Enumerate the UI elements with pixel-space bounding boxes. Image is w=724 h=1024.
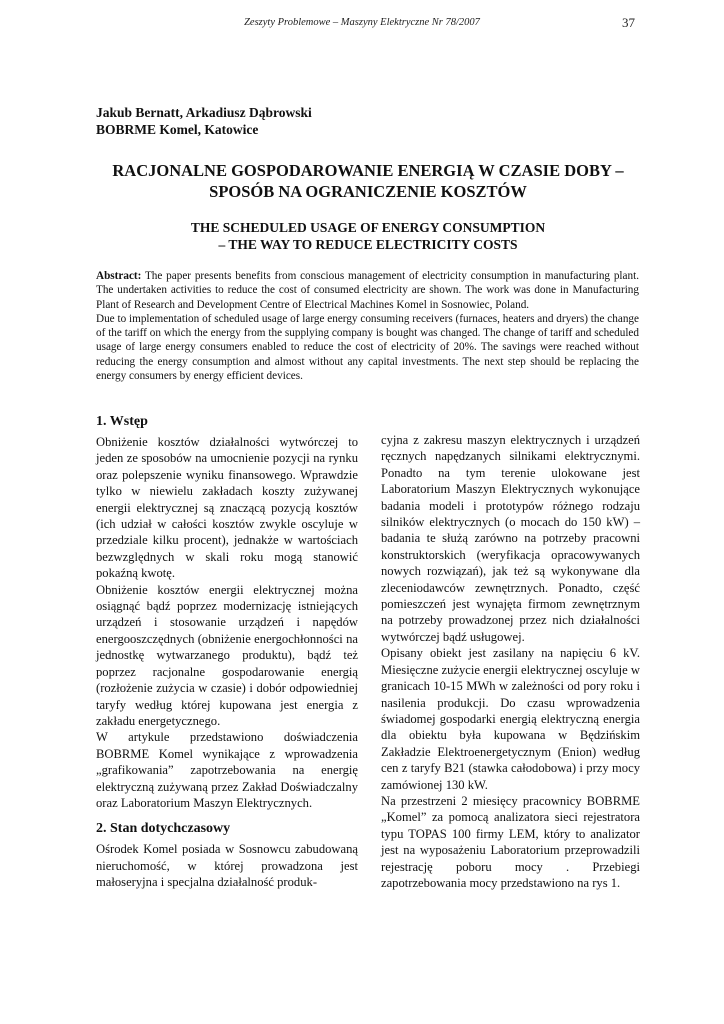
section-2-heading: 2. Stan dotychczasowy: [96, 821, 231, 837]
abstract: [96, 269, 639, 383]
abstract-paragraph-2: Due to implementation of scheduled usage of large energy consuming receivers (furnaces, heaters and dryers) the change of the tariff on which the energy from the supplying company is bought was changed. The change of tariff and scheduled usage of large energy consumers enabled to reduce the cost of electricity of 20%. The savings were reached without reducing the energy consumption and almost without any capital investments. The next step should be replacing the energy consumers by energy efficient devices.: [96, 312, 639, 383]
title-english-line-1: THE SCHEDULED USAGE OF ENERGY CONSUMPTION: [190, 220, 546, 235]
section-1-paragraph-2: Obniżenie kosztów energii elektrycznej można osiągnąć bądź poprzez modernizację istniejących urządzeń i stosowanie urządzeń i napędów energooszczędnych (obniżenie energochłonności na jednostkę wytwarzanego produktu), bądź też poprzez racjonalne gospodarowanie energią (rozłożenie zużycia w czasie) i dobór odpowiedniej taryfy według której kupowana jest energia z zakładu energetycznego.: [96, 582, 358, 728]
title-english-line-2: – THE WAY TO REDUCE ELECTRICITY COSTS: [218, 237, 518, 252]
section-2-paragraph-2: Opisany obiekt jest zasilany na napięciu 6 kV. Miesięczne zużycie energii elektrycznej oscyluje w granicach 10-15 MWh w zależności od pory roku i nasilenia produkcji. Do czasu wprowadzenia świadomej gospodarki energią elektryczną energia dla obiektu była kupowana w Będzińskim Zakładzie Elektroenergetycznym (Enion) według cen z taryfy B21 (stawka całodobowa) i przy mocy zamówionej 130 kW.: [381, 646, 640, 792]
abstract-paragraph-1: [96, 269, 639, 312]
page-number: 37: [622, 15, 635, 30]
running-head: Zeszyty Problemowe – Maszyny Elektryczne Nr 78/2007: [244, 17, 480, 28]
column-right: [381, 432, 640, 891]
section-1-paragraph-3: W artykule przedstawiono doświadczenia BOBRME Komel wynikające z wprowadzenia „grafikowania” zapotrzebowania na energię elektryczną zużywaną przez Zakład Doświadczalny oraz Laboratorium Maszyn Elektrycznych.: [96, 730, 358, 810]
title-english: [60, 219, 676, 253]
title-polish-line-1: RACJONALNE GOSPODAROWANIE ENERGIĄ W CZASIE DOBY –: [112, 161, 624, 180]
section-1-paragraph-1: Obniżenie kosztów działalności wytwórczej to jeden ze sposobów na umocnienie pozycji na rynku oraz polepszenie wyniku finansowego. Wprawdzie tylko w niewielu zakładach koszty zużywanej energii elektrycznej są znaczącą pozycją kosztów (ich udział w całości kosztów zwykle oscyluje w przedziale kilku procent), jednakże w wartościach bezwzględnych w skali roku mogą stanowić pokaźną kwotę.: [96, 435, 358, 581]
section-2-paragraph-1: Ośrodek Komel posiada w Sosnowcu zabudowaną nieruchomość, w której prowadzona jest małoseryjna i specjalna działalność produk-: [96, 842, 358, 890]
author-names: Jakub Bernatt, Arkadiusz Dąbrowski: [96, 105, 312, 120]
author-block: [96, 104, 312, 138]
section-2-paragraph-1-continued: cyjna z zakresu maszyn elektrycznych i urządzeń ręcznych napędzanych silnikami elektrycznymi. Ponadto na tym terenie ulokowane jest Laboratorium Maszyn Elektrycznych wykonujące badania modeli i prototypów różnego rodzaju silników elektrycznych (o mocach do 150 kW) – badania te służą zarówno na potrzeby pracowni konstruktorskich (weryfikacja opracowywanych nowych rozwiązań), jak też są wykonywane dla zleceniodawców zewnętrznych. Ponadto, część pomieszczeń jest wynajęta firmom zewnętrznym na potrzeby prowadzonej przez nich działalności wytwórczej bądź usługowej.: [381, 433, 640, 644]
title-polish-line-2: SPOSÓB NA OGRANICZENIE KOSZTÓW: [209, 182, 527, 201]
author-affiliation: BOBRME Komel, Katowice: [96, 122, 259, 137]
title-polish: [60, 160, 676, 202]
section-2-paragraph-3: Na przestrzeni 2 miesięcy pracownicy BOBRME „Komel” za pomocą analizatora sieci rejestratora typu TOPAS 100 firmy LEM, który to analizator jest na wyposażeniu Laboratorium przeprowadzili rejestrację poboru mocy . Przebiegi zapotrzebowania mocy przedstawiono na rys 1.: [381, 793, 640, 890]
abstract-text-1: The paper presents benefits from conscious management of electricity consumption in manufacturing plant. The undertaken activities to reduce the cost of consumed electricity are shown. The work was done in Manufacturing Plant of Research and Development Centre of Electrical Machines Komel in Sosnowiec, Poland.: [96, 270, 639, 311]
abstract-label: Abstract:: [96, 270, 142, 282]
column-left: [96, 413, 358, 891]
section-1-heading: 1. Wstęp: [96, 414, 148, 429]
